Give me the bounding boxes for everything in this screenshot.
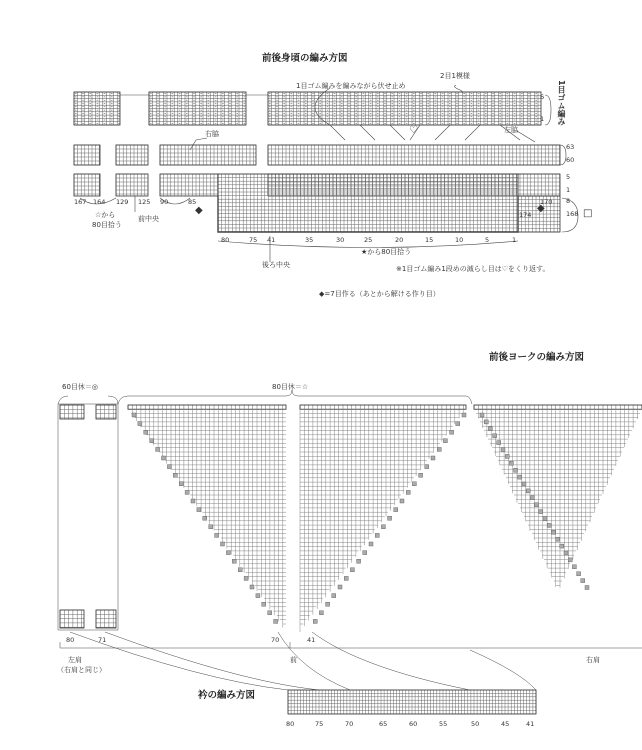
collar-link-center-2 (312, 632, 470, 690)
yoke-decrease-marks (132, 413, 589, 623)
collar-stitch-number-65: 65 (379, 720, 388, 728)
collar-stitch-number-41: 41 (526, 720, 535, 728)
bottom-stitch-number-1: 1 (512, 236, 517, 244)
yoke-stitch-number-70: 70 (271, 636, 280, 644)
bottom-stitch-number-5: 5 (485, 236, 490, 244)
pickup-star-label-a: ☆から (95, 211, 116, 219)
pickup-black-star-label: ★から80目拾う (361, 248, 412, 256)
row-number-1: 1 (540, 115, 545, 123)
row-number-6: 6 (540, 93, 545, 101)
hold-80-label: 80目休＝☆ (272, 383, 309, 391)
bottom-stitch-number-30: 30 (336, 236, 345, 244)
stitch-number-125: 125 (138, 198, 151, 206)
yoke-left-bottom-block-1 (60, 610, 84, 628)
left-side-leader (517, 131, 535, 142)
bottom-stitch-number-75: 75 (249, 236, 258, 244)
collar-link-left-2 (105, 632, 320, 690)
bottom-stitch-number-10: 10 (455, 236, 464, 244)
row-number-8: 8 (566, 197, 571, 205)
body-upper-block-2 (116, 145, 148, 165)
body-lower-block-2 (116, 174, 148, 196)
square-symbol: □ (583, 208, 593, 219)
bottom-stitch-number-25: 25 (364, 236, 373, 244)
body-lower-block-3 (160, 174, 218, 196)
collar-stitch-number-45: 45 (501, 720, 510, 728)
rib-cast-off-label: 1目ゴム編みを編みながら伏せ止め (296, 82, 406, 90)
rib-pattern-label: 2目1模様 (440, 72, 470, 80)
left-side-label: 左脇 (504, 126, 518, 134)
collar-stitch-number-50: 50 (471, 720, 480, 728)
body-main-outline (218, 196, 518, 232)
yoke-left-bracket (58, 404, 118, 630)
right-brace (545, 95, 551, 125)
row-number-63: 63 (566, 143, 575, 151)
right-shoulder-label: 右肩 (586, 656, 600, 664)
bottom-stitch-number-41: 41 (267, 236, 276, 244)
stitch-number-129: 129 (116, 198, 129, 206)
bottom-stitch-number-15: 15 (425, 236, 434, 244)
yoke-chart-title: 前後ヨークの編み方図 (489, 352, 585, 363)
note-decrease: ※1目ゴム編み1段めの減らし目は♡をくり返す。 (396, 265, 550, 273)
row-number-60: 60 (566, 156, 575, 164)
collar-stitch-number-80: 80 (286, 720, 295, 728)
note-diamond: ◆=7目作る（あとから解ける作り目） (319, 290, 440, 298)
yoke-left-top-block-1 (60, 405, 84, 419)
yoke-left-top-brace (58, 396, 118, 404)
collar-stitch-number-70: 70 (345, 720, 354, 728)
stitch-number-164: 164 (93, 198, 106, 206)
yoke-hold-80-brace (118, 390, 472, 404)
diamond-marker-right: ◆ (537, 203, 545, 214)
front-center-label: 前中央 (138, 215, 159, 223)
yoke-left-top-block-2 (96, 405, 116, 419)
rib-block-2 (149, 92, 246, 125)
collar-link-right (470, 650, 536, 690)
yoke-front-left-top-row (128, 405, 286, 409)
collar-stitch-number-60: 60 (409, 720, 418, 728)
collar-stitch-number-55: 55 (439, 720, 448, 728)
stitch-number-167: 167 (74, 198, 87, 206)
yoke-left-bottom-block-2 (96, 610, 116, 628)
pickup-star-label-b: 80目拾う (92, 221, 122, 229)
hold-60-label: 60目休＝◎ (62, 383, 99, 391)
left-shoulder-label: 左肩 (68, 656, 82, 664)
yoke-right-shoulder-triangle (474, 409, 642, 590)
diamond-marker-left: ◆ (195, 205, 203, 216)
bottom-stitch-number-20: 20 (395, 236, 404, 244)
body-chart-title: 前後身頃の編み方図 (262, 53, 348, 64)
stitch-number-85: 85 (188, 198, 197, 206)
collar-grid (288, 690, 536, 714)
row-number-168: 168 (566, 210, 579, 218)
body-upper-block-4 (268, 145, 560, 165)
bottom-stitch-number-80: 80 (221, 236, 230, 244)
heart-leaders (330, 125, 520, 140)
front-label: 前 (290, 656, 297, 664)
left-shoulder-note: （右肩と同じ） (57, 666, 106, 674)
body-upper-block-1 (74, 145, 100, 165)
stitch-number-90: 90 (160, 198, 169, 206)
side-rib-label: 1目ゴム編み (557, 80, 566, 126)
row-number-1b: 1 (566, 186, 571, 194)
back-center-label: 後ろ中央 (262, 261, 290, 269)
row-number-5: 5 (566, 173, 571, 181)
stitch-number-170: 170 (540, 198, 553, 206)
bottom-stitch-number-35: 35 (305, 236, 314, 244)
heart-symbol: ♡ (409, 125, 418, 136)
yoke-stitch-number-41: 41 (307, 636, 316, 644)
yoke-front-right-top-row (300, 405, 466, 409)
yoke-right-shoulder-top-row (474, 405, 642, 409)
collar-stitch-number-75: 75 (315, 720, 324, 728)
yoke-stitch-number-80: 80 (66, 636, 75, 644)
stitch-number-174: 174 (519, 211, 532, 219)
right-side-label: 右脇 (205, 130, 219, 138)
yoke-stitch-number-71: 71 (98, 636, 107, 644)
body-upper-block-3 (160, 145, 256, 165)
collar-chart-title: 衿の編み方図 (198, 690, 256, 701)
body-lower-block-1 (74, 174, 100, 196)
yoke-front-right-triangle (300, 409, 466, 632)
